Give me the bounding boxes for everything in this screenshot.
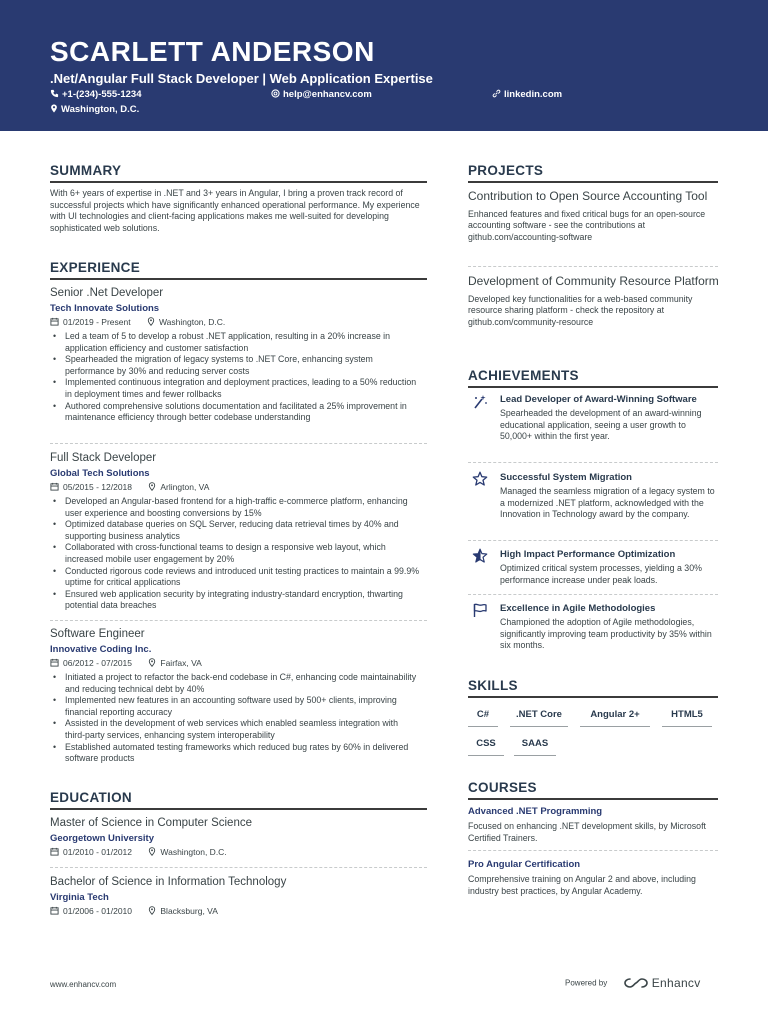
at-icon [271, 89, 280, 98]
calendar-icon [50, 658, 59, 667]
phone-contact[interactable] [50, 89, 141, 101]
achievement-description: Optimized critical system processes, yielding a 30% performance increase under peak loads. [500, 563, 702, 585]
job-bullet: • Conducted rigorous code reviews and introduced unit testing practices to maintain a 99.9% uptime for critical applications [50, 566, 420, 589]
achievement-description: Spearheaded the development of an award-winning educational application, seeing a user growth to 50,000+ within the first year. [500, 408, 702, 441]
achievement-divider [468, 594, 718, 595]
job-company: Innovative Coding Inc. [50, 644, 152, 655]
job-bullet: • Optimized database queries on SQL Server, reducing data retrieval times by 40% and supporting business analytics [50, 519, 420, 542]
achievement-title: High Impact Performance Optimization [500, 549, 676, 560]
skill-tag: HTML5 [662, 709, 712, 727]
achievement-description: Championed the adoption of Agile methodologies, significantly improving team productivity by 35% within six months. [500, 617, 712, 650]
job-meta [50, 482, 430, 493]
location-pin-icon [148, 906, 156, 915]
job-bullets [50, 331, 420, 424]
education-location: Washington, D.C. [160, 847, 227, 857]
skill-tag: .NET Core [510, 709, 568, 727]
courses-heading: COURSES [468, 780, 718, 800]
course-description: Comprehensive training on Angular 2 and above, including industry best practices, by Angular Academy. [468, 874, 696, 896]
powered-by-label: Powered by [565, 978, 608, 988]
summary-text: With 6+ years of expertise in .NET and 3+ years in Angular, I bring a proven track record of successful projects which have significantly enhanced operational performance. My experience with UI technologies and client-facing applications makes me well-suited for developing sophisticated web solutions. [50, 188, 420, 233]
job-entry [50, 286, 430, 424]
calendar-icon [50, 906, 59, 915]
education-dates: 01/2006 - 01/2010 [63, 906, 133, 916]
candidate-name: SCARLETT ANDERSON [50, 36, 375, 67]
education-degree: Bachelor of Science in Information Technology [50, 876, 287, 888]
project-entry [468, 274, 720, 328]
job-location: Washington, D.C. [158, 317, 226, 327]
calendar-icon [50, 317, 59, 326]
summary-heading: SUMMARY [50, 163, 427, 183]
job-role: Full Stack Developer [50, 452, 157, 464]
skill-tag: SAAS [514, 738, 556, 756]
project-divider [468, 266, 718, 267]
achievement-entry [468, 394, 720, 443]
skills-heading: SKILLS [468, 678, 718, 698]
project-description: Enhanced features and fixed critical bugs for an open-source accounting software - see the contributions at github.com/accounting-software [468, 208, 706, 242]
job-location: Fairfax, VA [160, 658, 202, 668]
job-dates: 01/2019 - Present [63, 317, 131, 327]
location-pin-icon [148, 658, 156, 667]
course-divider [468, 850, 718, 851]
job-bullet: • Developed an Angular-based frontend for a high-traffic e-commerce platform, enhancing user experience and boosting conversions by 15% [50, 496, 420, 519]
achievements-heading: ACHIEVEMENTS [468, 368, 718, 388]
course-description: Focused on enhancing .NET development skills, by Microsoft Certified Trainers. [468, 821, 706, 843]
job-bullet: • Collaborated with cross-functional teams to design a responsive web layout, which increased mobile user engagement by 20% [50, 542, 420, 565]
job-bullet: • Authored comprehensive solutions documentation and facilitated a 25% improvement in maintenance efficiency through better codebase understanding [50, 401, 420, 424]
job-divider [50, 620, 427, 621]
phone-text: +1-(234)-555-1234 [62, 89, 142, 100]
project-title: Development of Community Resource Platform [468, 274, 719, 288]
education-meta [50, 906, 430, 917]
email-contact[interactable] [271, 89, 372, 101]
calendar-icon [50, 847, 59, 856]
job-bullet: • Implemented continuous integration and deployment practices, leading to a 50% reduction in deployment times and fewer rollbacks [50, 377, 420, 400]
location-contact [50, 104, 139, 116]
education-location: Blacksburg, VA [160, 906, 218, 916]
achievement-description: Managed the seamless migration of a legacy system to a modernized .NET platform, acknowledged with the Innovation in Technology award by the company. [500, 486, 715, 519]
education-entry [50, 875, 430, 917]
job-bullets [50, 672, 420, 765]
resume-header [0, 0, 768, 131]
skill-tag: C# [468, 709, 498, 727]
job-role: Software Engineer [50, 628, 145, 640]
magic-wand-icon [472, 394, 488, 410]
experience-heading: EXPERIENCE [50, 260, 427, 280]
achievement-divider [468, 462, 718, 463]
course-entry [468, 806, 720, 844]
education-degree: Master of Science in Computer Science [50, 817, 252, 829]
achievement-title: Excellence in Agile Methodologies [500, 603, 656, 614]
job-bullet: • Spearheaded the migration of legacy systems to .NET Core, enhancing system performance by 30% and reducing server costs [50, 354, 420, 377]
project-description: Developed key functionalities for a web-based community resource sharing platform - check the repository at github.com/community-resource [468, 293, 693, 327]
job-divider [50, 443, 427, 444]
job-bullet: • Implemented new features in an accounting software used by 500+ clients, improving financial reporting accuracy [50, 695, 420, 718]
job-bullet: • Assisted in the development of web services which enabled seamless integration with third-party services, enhancing system interoperability [50, 718, 420, 741]
job-company: Tech Innovate Solutions [50, 303, 160, 314]
footer-website[interactable]: www.enhancv.com [50, 980, 117, 989]
job-bullets [50, 496, 420, 612]
education-meta [50, 847, 430, 858]
calendar-icon [50, 482, 59, 491]
course-entry [468, 859, 720, 897]
education-entry [50, 816, 430, 858]
achievement-entry [468, 472, 720, 521]
achievement-entry [468, 549, 720, 586]
star-icon [472, 471, 488, 487]
phone-icon [50, 89, 59, 98]
job-bullet: • Initiated a project to refactor the back-end codebase in C#, enhancing code maintainability and reducing technical debt by 40% [50, 672, 420, 695]
location-pin-icon [148, 847, 156, 856]
job-meta [50, 317, 430, 328]
skill-tag: CSS [468, 738, 504, 756]
location-pin-icon [50, 104, 58, 113]
candidate-title: .Net/Angular Full Stack Developer | Web Application Expertise [50, 71, 433, 86]
project-title: Contribution to Open Source Accounting Tool [468, 189, 708, 203]
job-entry [50, 451, 430, 612]
projects-heading: PROJECTS [468, 163, 718, 183]
footer-powered-by[interactable] [565, 976, 701, 990]
email-text: help@enhancv.com [283, 89, 372, 100]
job-dates: 05/2015 - 12/2018 [63, 482, 133, 492]
job-company: Global Tech Solutions [50, 468, 150, 479]
job-bullet: • Ensured web application security by integrating industry-standard encryption, thwarting potential data breaches [50, 589, 420, 612]
project-entry [468, 189, 720, 243]
achievement-title: Successful System Migration [500, 472, 632, 483]
skill-tag: Angular 2+ [580, 709, 650, 727]
location-pin-icon [148, 482, 156, 491]
brand-name: Enhancv [651, 976, 701, 990]
education-divider [50, 867, 427, 868]
link-icon [492, 89, 501, 98]
course-title: Pro Angular Certification [468, 859, 581, 870]
education-school: Virginia Tech [50, 892, 109, 903]
flag-icon [472, 602, 488, 618]
job-bullet: • Established automated testing frameworks which reduced bug rates by 60% in delivered software products [50, 742, 420, 765]
location-text: Washington, D.C. [61, 104, 140, 115]
location-pin-icon [147, 317, 155, 326]
job-bullet: • Led a team of 5 to develop a robust .NET application, resulting in a 20% increase in application efficiency and customer satisfaction [50, 331, 420, 354]
job-entry [50, 627, 430, 765]
job-meta [50, 658, 430, 669]
achievement-title: Lead Developer of Award-Winning Software [500, 394, 697, 405]
education-dates: 01/2010 - 01/2012 [63, 847, 133, 857]
achievement-entry [468, 603, 720, 652]
education-school: Georgetown University [50, 833, 154, 844]
linkedin-text: linkedin.com [504, 89, 563, 100]
linkedin-contact[interactable] [492, 89, 562, 101]
job-role: Senior .Net Developer [50, 287, 164, 299]
star-icon [472, 548, 488, 564]
job-dates: 06/2012 - 07/2015 [63, 658, 133, 668]
job-location: Arlington, VA [160, 482, 210, 492]
course-title: Advanced .NET Programming [468, 806, 603, 817]
achievement-divider [468, 540, 718, 541]
education-heading: EDUCATION [50, 790, 427, 810]
enhancv-logo-icon [623, 976, 649, 990]
